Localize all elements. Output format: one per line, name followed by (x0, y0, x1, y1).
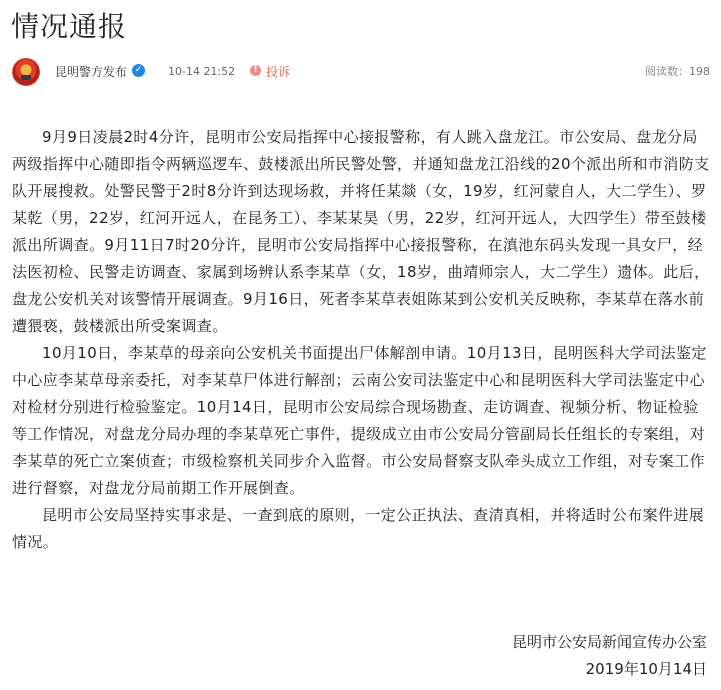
issue-date: 2019年10月14日 (585, 660, 707, 678)
page-title: 情况通报 (11, 10, 128, 43)
author-name[interactable]: 昆明警方发布 (55, 65, 128, 79)
read-count: 阅读数：198 (645, 65, 710, 78)
post-meta (12, 58, 710, 88)
paragraph-investigation: 10月10日，李某草的母亲向公安机关书面提出尸体解剖申请。10月13日，昆明医科大学司法鉴定中心应李某草母亲委托，对李某草尸体进行解剖；云南公安司法鉴定中心和昆明医科大学司法鉴定中心对检材分别进行检验鉴定。10月14日，昆明市公安局综合现场勘查、走访调查、视频分析、物证检验等工作情况，对盘龙分局办理的李某草死亡事件，提级成立由市公安局分管副局长任组长的专案组，对李某草的死亡立案侦查；市级检察机关同步介入监督。市公安局督察支队牵头成立工作组，对专案工作进行督察，对盘龙分局前期工作开展倒查。 (12, 344, 707, 497)
paragraph-incident: 9月9日凌晨2时4分许，昆明市公安局指挥中心接报警称，有人跳入盘龙江。市公安局、盘龙分局两级指挥中心随即指令两辆巡逻车、鼓楼派出所民警处警，并通知盘龙江沿线的20个派出所和市消防支队开展搜救。处警民警于2时8分许到达现场救，并将任某燚（女，19岁，红河蒙自人，大二学生）、罗某乾（男，22岁，红河开远人，在昆务工）、李某某昊（男，22岁，红河开远人，大四学生）带至鼓楼派出所调查。9月11日7时20分许，昆明市公安局指挥中心接报警称，在滇池东码头发现一具女尸，经法医初检、民警走访调查、家属到场辨认系李某草（女，18岁，曲靖师宗人，大二学生）遗体。此后，盘龙公安机关对该警情开展调查。9月16日，死者李某草表姐陈某到公安机关反映称，李某草在落水前遭猥亵，鼓楼派出所受案调查。 (12, 128, 710, 335)
post-time: 10-14 21:52 (168, 65, 236, 78)
issuer-signature: 昆明市公安局新闻宣传办公室 (511, 633, 707, 651)
paragraph-commitment: 昆明市公安局坚持实事求是、一查到底的原则，一定公正执法、查清真相，并将适时公布案件进展情况。 (12, 506, 705, 551)
complaint-button[interactable] (250, 62, 306, 82)
verified-badge-icon: ✓ (132, 64, 145, 77)
complaint-label: 投诉 (266, 65, 291, 79)
author-avatar[interactable] (12, 58, 40, 86)
warning-icon: ! (250, 65, 261, 76)
article-body (12, 124, 710, 556)
